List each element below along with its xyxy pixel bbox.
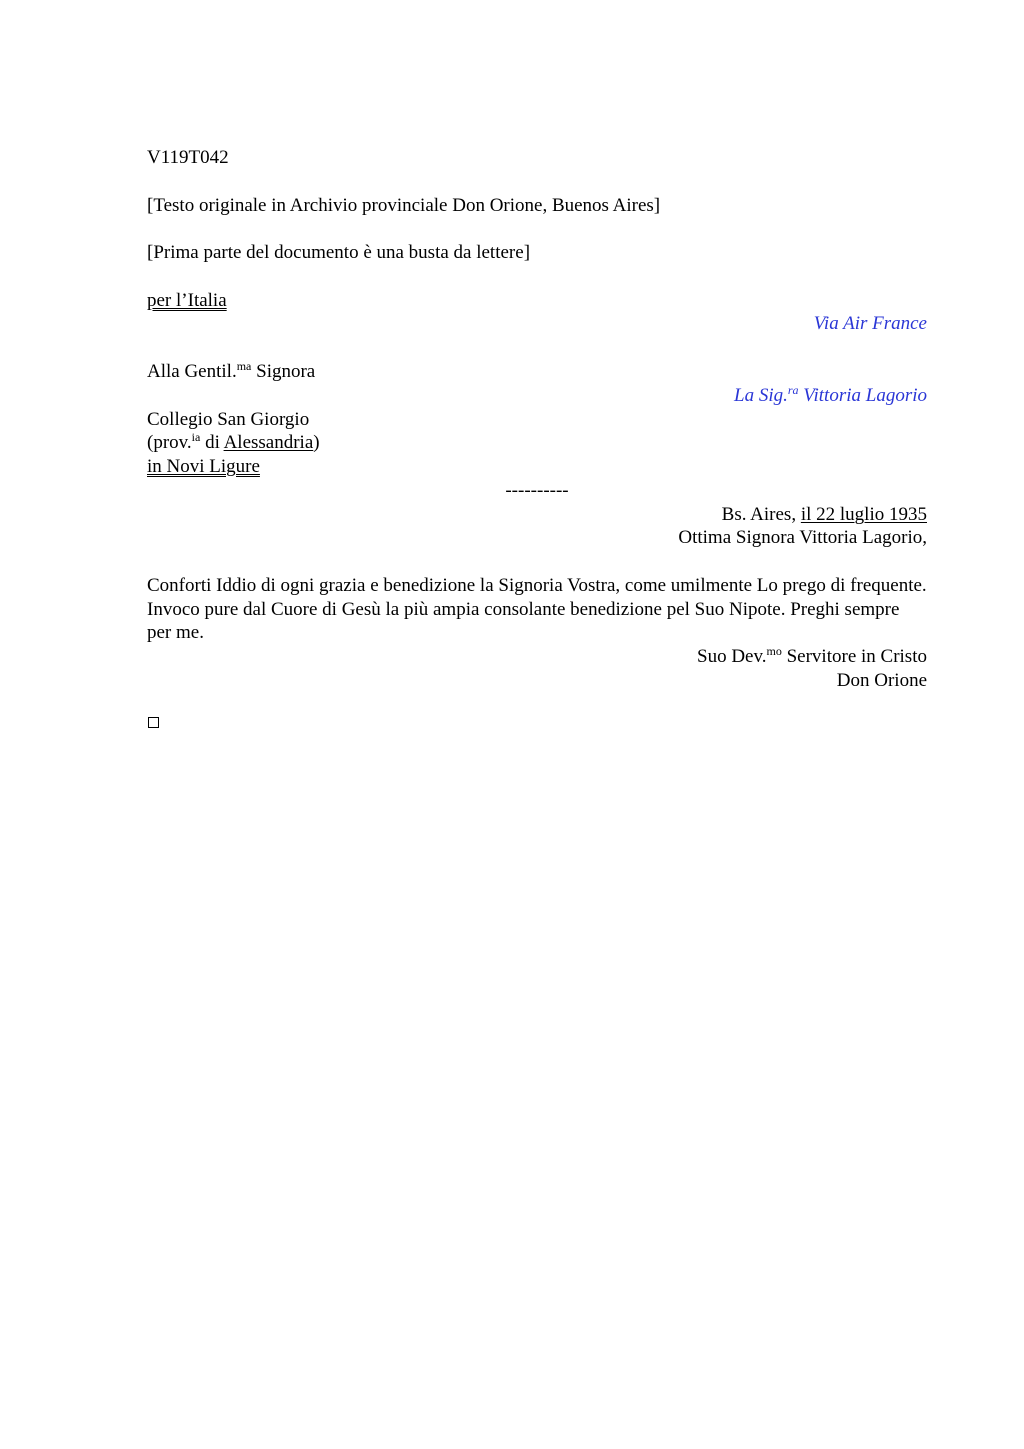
separator: ---------- (505, 480, 569, 501)
province-close: ) (313, 432, 320, 453)
province-sup: ia (191, 430, 201, 444)
province-di: di (200, 432, 224, 453)
addressee-prefix: Alla Gentil. (147, 361, 237, 382)
recipient-name-line (147, 384, 927, 407)
signature: Don Orione (836, 670, 927, 691)
addressee-suffix: Signora (251, 361, 316, 382)
letter-body: Conforti Iddio di ogni grazia e benedizione la Signoria Vostra, come umilmente Lo prego di frequente. Invoco pure dal Cuore di Gesù la più ampia consolante benedizione pel Suo Nipote. Preghi sempre per me. (147, 575, 927, 643)
closing-line (147, 645, 927, 668)
place-date-line (147, 503, 927, 526)
recipient-prefix: La Sig. (734, 385, 788, 406)
envelope-note: [Prima parte del documento è una busta da lettere] (147, 242, 531, 263)
province-line (147, 431, 927, 454)
destination-text: per l’Italia (147, 290, 227, 311)
recipient-suffix: Vittoria Lagorio (798, 385, 927, 406)
document-id: V119T042 (147, 147, 229, 168)
date-text: il 22 luglio 1935 (800, 504, 927, 525)
salutation: Ottima Signora Vittoria Lagorio, (678, 527, 927, 548)
province-prefix: (prov. (147, 432, 192, 453)
closing-suffix: Servitore in Cristo (781, 646, 927, 667)
town-text: in Novi Ligure (147, 456, 260, 477)
recipient-sup: ra (787, 383, 799, 397)
place-text: Bs. Aires, (721, 504, 801, 525)
town-line (147, 455, 927, 478)
closing-sup: mo (766, 644, 782, 658)
destination-line (147, 289, 927, 312)
closing-prefix: Suo Dev. (697, 646, 767, 667)
addressee-line (147, 360, 927, 383)
source-note: [Testo originale in Archivio provinciale Don Orione, Buenos Aires] (147, 195, 661, 216)
checkbox-square-icon (148, 717, 159, 728)
college-line: Collegio San Giorgio (147, 409, 310, 430)
via-line: Via Air France (813, 313, 927, 334)
addressee-sup: ma (236, 359, 252, 373)
province-city: Alessandria (223, 432, 314, 453)
